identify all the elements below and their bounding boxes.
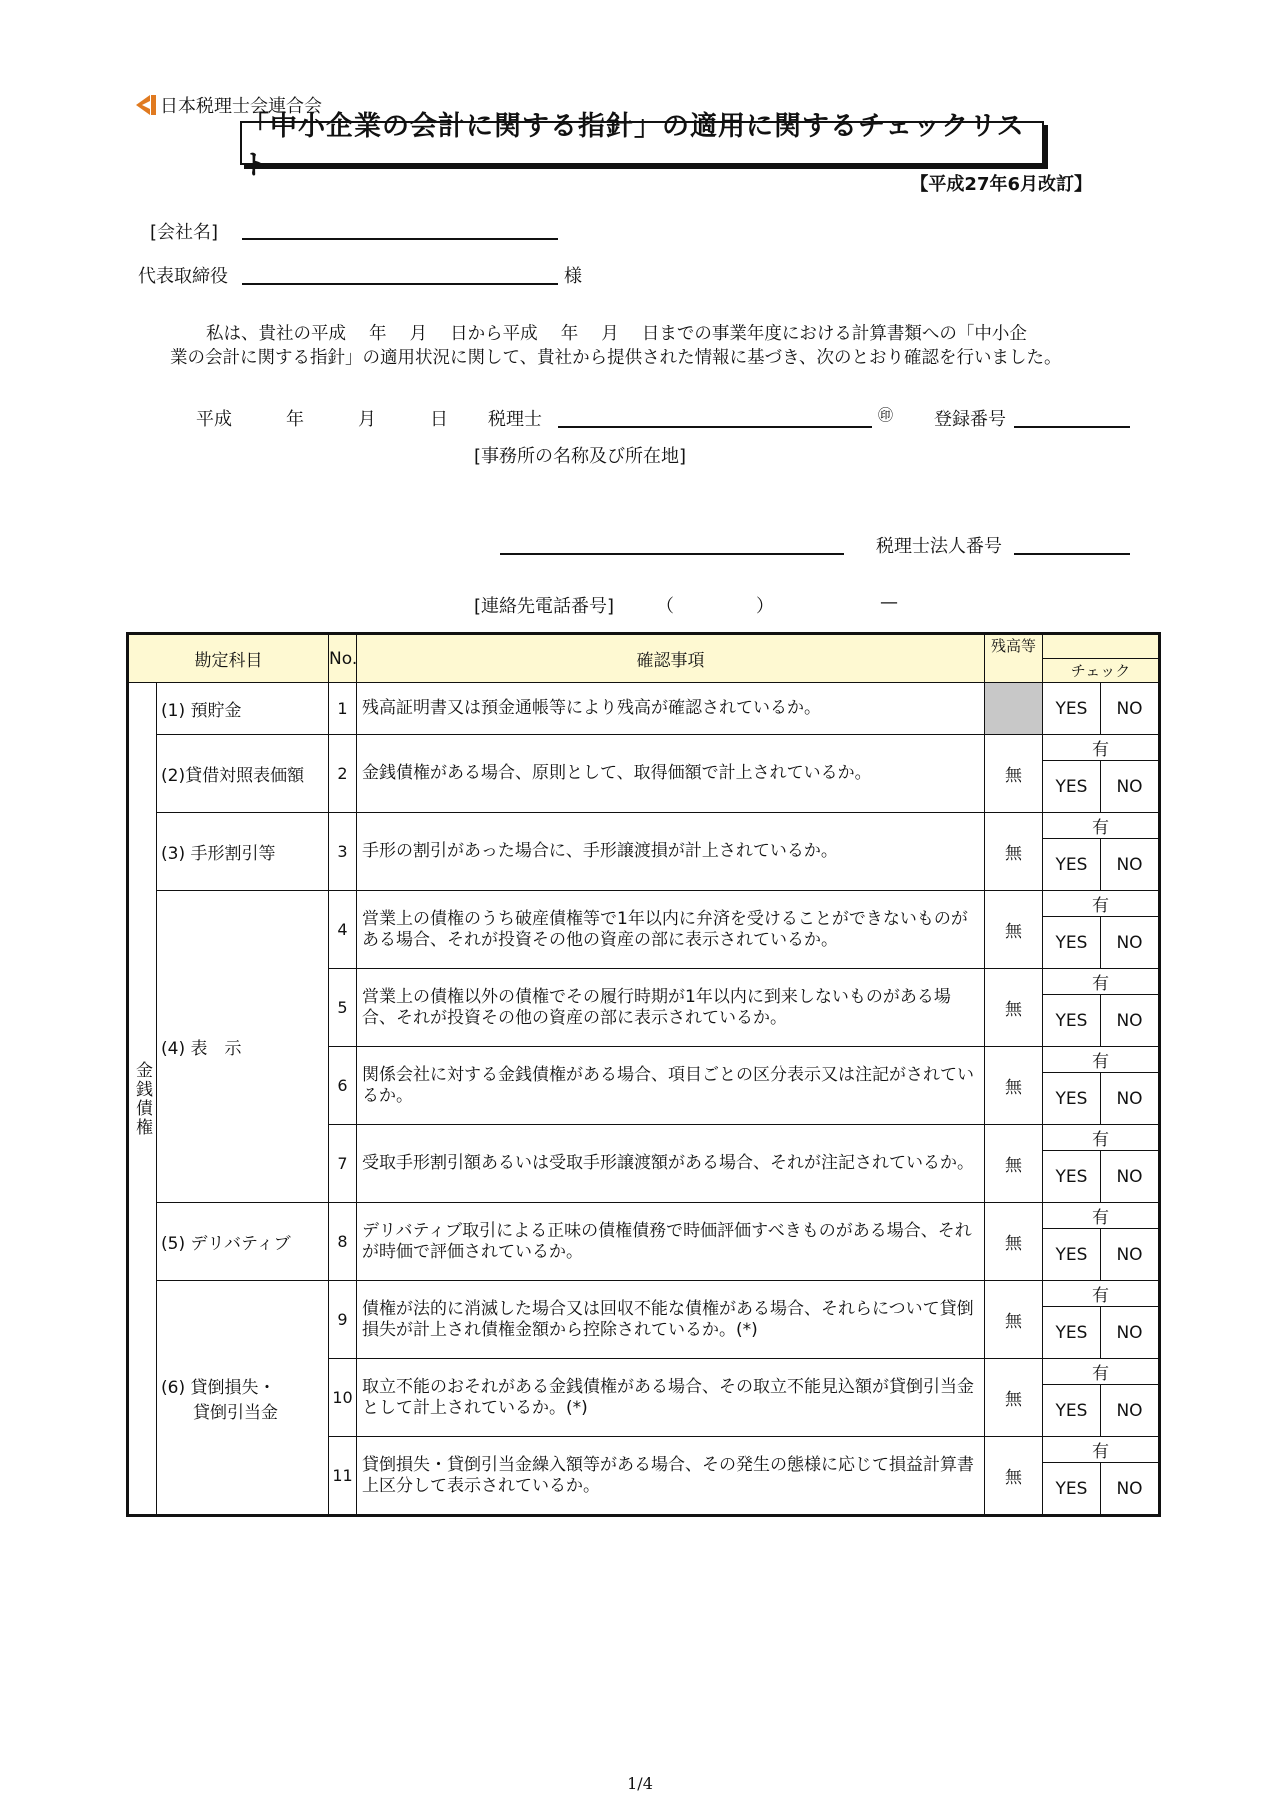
balance-none-option[interactable]: 無 bbox=[985, 969, 1043, 1047]
phone-paren-open: （ bbox=[656, 596, 674, 617]
no-option[interactable]: NO bbox=[1101, 1229, 1159, 1281]
office-label: [事務所の名称及び所在地] bbox=[474, 446, 687, 467]
row-number: 6 bbox=[329, 1047, 357, 1125]
table-row bbox=[129, 1203, 1159, 1229]
corporation-number-field[interactable] bbox=[1014, 553, 1130, 555]
check-item-text: 関係会社に対する金銭債権がある場合、項目ごとの区分表示又は注記がされているか。 bbox=[357, 1047, 985, 1125]
row-number: 9 bbox=[329, 1281, 357, 1359]
group-cell bbox=[129, 683, 157, 1515]
row-number: 1 bbox=[329, 683, 357, 735]
balance-has-option[interactable]: 有 bbox=[1043, 1125, 1159, 1151]
org-name: 日本税理士会連合会 bbox=[160, 96, 322, 117]
balance-none-option[interactable]: 無 bbox=[985, 1125, 1043, 1203]
no-option[interactable]: NO bbox=[1101, 995, 1159, 1047]
check-item-text: 受取手形割引額あるいは受取手形譲渡額がある場合、それが注記されているか。 bbox=[357, 1125, 985, 1203]
yes-option[interactable]: YES bbox=[1043, 1229, 1101, 1281]
company-name-field[interactable] bbox=[242, 238, 558, 240]
account-cell: (4) 表 示 bbox=[157, 891, 329, 1203]
check-item-text: 手形の割引があった場合に、手形譲渡損が計上されているか。 bbox=[357, 813, 985, 891]
header-no: No. bbox=[329, 635, 357, 683]
header-balance: 残高等 bbox=[985, 635, 1043, 683]
revision-label: 【平成27年6月改訂】 bbox=[910, 174, 1092, 195]
balance-has-option[interactable]: 有 bbox=[1043, 969, 1159, 995]
balance-has-option[interactable]: 有 bbox=[1043, 1203, 1159, 1229]
header-item: 確認事項 bbox=[357, 635, 985, 683]
phone-dash: — bbox=[880, 592, 898, 613]
row-number: 2 bbox=[329, 735, 357, 813]
header-account: 勘定科目 bbox=[129, 635, 329, 683]
no-option[interactable]: NO bbox=[1101, 917, 1159, 969]
balance-none-option[interactable]: 無 bbox=[985, 891, 1043, 969]
row-number: 4 bbox=[329, 891, 357, 969]
check-item-text: デリバティブ取引による正味の債権債務で時価評価すべきものがある場合、それが時価で評価されているか。 bbox=[357, 1203, 985, 1281]
balance-has-option[interactable]: 有 bbox=[1043, 1359, 1159, 1385]
account-cell: (3) 手形割引等 bbox=[157, 813, 329, 891]
accountant-name-field[interactable] bbox=[558, 426, 872, 428]
yes-option[interactable]: YES bbox=[1043, 1385, 1101, 1437]
check-item-text: 取立不能のおそれがある金銭債権がある場合、その取立不能見込額が貸倒引当金として計上されているか。(*) bbox=[357, 1359, 985, 1437]
yes-option[interactable]: YES bbox=[1043, 917, 1101, 969]
account-line-1: (6) 貸倒損失・ bbox=[161, 1377, 276, 1398]
check-item-text: 債権が法的に消滅した場合又は回収不能な債権がある場合、それらについて貸倒損失が計上され債権金額から控除されているか。(*) bbox=[357, 1281, 985, 1359]
registration-number-label: 登録番号 bbox=[934, 409, 1006, 430]
balance-has-option[interactable]: 有 bbox=[1043, 813, 1159, 839]
representative-name-field[interactable] bbox=[242, 283, 558, 285]
company-label: [会社名] bbox=[150, 222, 219, 243]
checklist-table bbox=[128, 634, 1159, 1515]
no-option[interactable]: NO bbox=[1101, 1151, 1159, 1203]
balance-none-option[interactable]: 無 bbox=[985, 1281, 1043, 1359]
document-title: 「中小企業の会計に関する指針」の適用に関するチェックリスト bbox=[240, 121, 1044, 165]
no-option[interactable]: NO bbox=[1101, 1073, 1159, 1125]
phone-paren-close: ） bbox=[756, 596, 774, 617]
yes-option[interactable]: YES bbox=[1043, 839, 1101, 891]
balance-none-option[interactable]: 無 bbox=[985, 813, 1043, 891]
yes-option[interactable]: YES bbox=[1043, 1151, 1101, 1203]
no-option[interactable]: NO bbox=[1101, 683, 1159, 735]
yes-option[interactable]: YES bbox=[1043, 1463, 1101, 1515]
yes-option[interactable]: YES bbox=[1043, 761, 1101, 813]
account-cell: (1) 預貯金 bbox=[157, 683, 329, 735]
no-option[interactable]: NO bbox=[1101, 761, 1159, 813]
row-number: 7 bbox=[329, 1125, 357, 1203]
check-item-text: 営業上の債権以外の債権でその履行時期が1年以内に到来しないものがある場合、それが投資その他の資産の部に表示されているか。 bbox=[357, 969, 985, 1047]
table-row bbox=[129, 813, 1159, 839]
header-check: チェック bbox=[1043, 659, 1159, 683]
row-number: 10 bbox=[329, 1359, 357, 1437]
account-cell bbox=[157, 1281, 329, 1515]
representative-label: 代表取締役 bbox=[138, 266, 228, 287]
org-logo-icon bbox=[136, 95, 156, 115]
check-item-text: 貸倒損失・貸倒引当金繰入額等がある場合、その発生の態様に応じて損益計算書上区分して表示されているか。 bbox=[357, 1437, 985, 1515]
registration-number-field[interactable] bbox=[1014, 426, 1130, 428]
seal-mark: ㊞ bbox=[878, 406, 894, 424]
table-row bbox=[129, 1281, 1159, 1307]
table-row bbox=[129, 735, 1159, 761]
balance-none-option[interactable]: 無 bbox=[985, 735, 1043, 813]
table-header-row bbox=[129, 635, 1159, 659]
accountant-label: 税理士 bbox=[488, 409, 542, 430]
balance-none-option[interactable]: 無 bbox=[985, 1047, 1043, 1125]
representative-suffix: 様 bbox=[564, 266, 582, 287]
balance-has-option[interactable]: 有 bbox=[1043, 735, 1159, 761]
account-line-2: 貸倒引当金 bbox=[193, 1402, 278, 1423]
balance-has-option[interactable]: 有 bbox=[1043, 1047, 1159, 1073]
account-cell: (2)貸借対照表価額 bbox=[157, 735, 329, 813]
yes-option[interactable]: YES bbox=[1043, 995, 1101, 1047]
balance-has-option[interactable]: 有 bbox=[1043, 1281, 1159, 1307]
row-number: 5 bbox=[329, 969, 357, 1047]
balance-none-option[interactable]: 無 bbox=[985, 1437, 1043, 1515]
yes-option[interactable]: YES bbox=[1043, 683, 1101, 735]
header-check-top bbox=[1043, 635, 1159, 659]
office-address-field[interactable] bbox=[500, 553, 844, 555]
no-option[interactable]: NO bbox=[1101, 1385, 1159, 1437]
row-number: 8 bbox=[329, 1203, 357, 1281]
table-row bbox=[129, 891, 1159, 917]
balance-none-option[interactable]: 無 bbox=[985, 1203, 1043, 1281]
no-option[interactable]: NO bbox=[1101, 1463, 1159, 1515]
yes-option[interactable]: YES bbox=[1043, 1073, 1101, 1125]
check-item-text: 営業上の債権のうち破産債権等で1年以内に弁済を受けることができないものがある場合、それが投資その他の資産の部に表示されているか。 bbox=[357, 891, 985, 969]
paragraph-line-1: 私は、貴社の平成 年 月 日から平成 年 月 日までの事業年度における計算書類への「中小企 bbox=[206, 324, 1027, 344]
group-label: 金銭債権 bbox=[132, 1060, 152, 1137]
check-item-text: 金銭債権がある場合、原則として、取得価額で計上されているか。 bbox=[357, 735, 985, 813]
row-number: 3 bbox=[329, 813, 357, 891]
corporation-number-label: 税理士法人番号 bbox=[876, 536, 1002, 557]
page-number: 1/4 bbox=[627, 1774, 653, 1793]
paragraph-line-2: 業の会計に関する指針」の適用状況に関して、貴社から提供された情報に基づき、次のとおり確認を行いました。 bbox=[170, 348, 1062, 368]
account-cell: (5) デリバティブ bbox=[157, 1203, 329, 1281]
date-label: 平成 年 月 日 bbox=[196, 409, 448, 430]
balance-has-option[interactable]: 有 bbox=[1043, 891, 1159, 917]
balance-none-option[interactable]: 無 bbox=[985, 1359, 1043, 1437]
confirmation-paragraph bbox=[170, 322, 1110, 370]
phone-label: [連絡先電話番号] bbox=[474, 596, 615, 617]
table-row bbox=[129, 683, 1159, 735]
row-number: 11 bbox=[329, 1437, 357, 1515]
no-option[interactable]: NO bbox=[1101, 839, 1159, 891]
no-option[interactable]: NO bbox=[1101, 1307, 1159, 1359]
yes-option[interactable]: YES bbox=[1043, 1307, 1101, 1359]
balance-cell bbox=[985, 683, 1043, 735]
check-item-text: 残高証明書又は預金通帳等により残高が確認されているか。 bbox=[357, 683, 985, 735]
balance-has-option[interactable]: 有 bbox=[1043, 1437, 1159, 1463]
